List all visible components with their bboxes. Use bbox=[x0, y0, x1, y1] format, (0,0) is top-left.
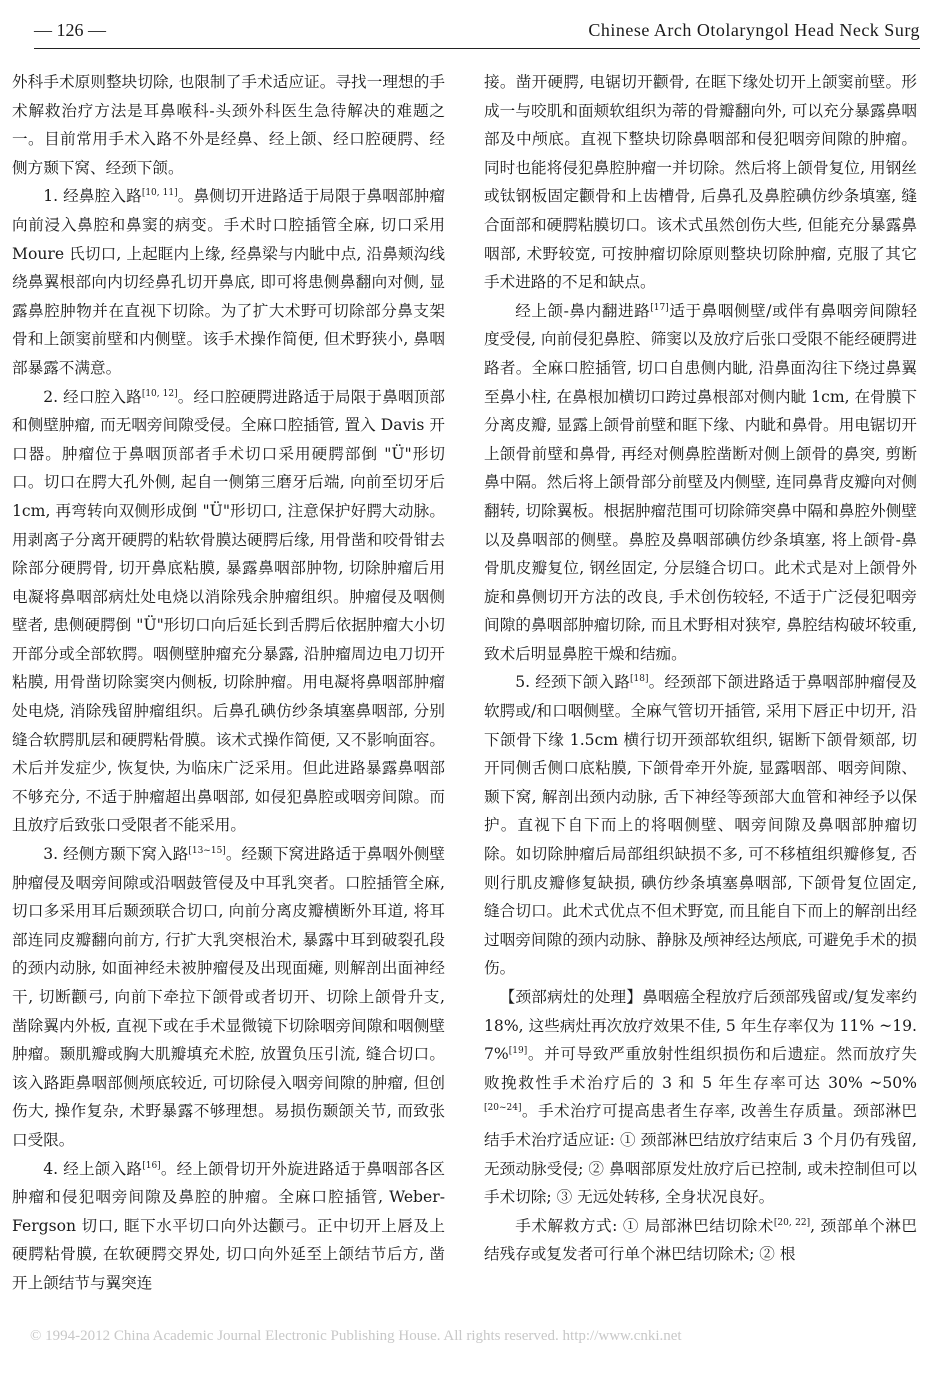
paragraph: 1. 经鼻腔入路[10, 11]。鼻侧切开进路适于局限于鼻咽部肿瘤向前浸入鼻腔和鼻窦的病变。手术时口腔插管全麻, 切口采用 Moure 氏切口, 上起眶内上缘, 经鼻梁与内眦中点, 沿鼻颊沟线绕鼻翼根部向内切经鼻孔切开鼻底, 即可将患侧鼻翻向对侧, 显露鼻腔肿物并在直视下切除。为了扩大术野可切除部分鼻支架骨和上颌窦前壁和内侧壁。该手术操作简便, 但术野狭小, 鼻咽部暴露不满意。 bbox=[12, 187, 445, 377]
citation: [18] bbox=[630, 674, 649, 685]
citation: [10, 11] bbox=[141, 188, 178, 199]
paragraph: 手术解救方式: ① 局部淋巴结切除术[20, 22], 颈部单个淋巴结残存或复发者可行单个淋巴结切除术; ② 根 bbox=[484, 1216, 917, 1264]
right-column bbox=[484, 68, 917, 1269]
section-lead: 5. 经颈下颌入路 bbox=[515, 673, 630, 692]
section-lead: 3. 经侧方颞下窝入路 bbox=[43, 845, 189, 864]
left-column bbox=[12, 68, 445, 1298]
paragraph: 【颈部病灶的处理】鼻咽癌全程放疗后颈部残留或/复发率约 18%, 这些病灶再次放疗效果不佳, 5 年生存率仅为 11% ~19. 7%[19]。并可导致严重放射性组织损伤和后遗症。然而放疗失败挽救性手术治疗后的 3 和 5 年生存率可达 30% ~50%[20~24]。手术治疗可提高患者生存率, 改善生存质量。颈部淋巴结手术治疗适应证: ① 颈部淋巴结放疗结束后 3 个月仍有残留, 无颈动脉受侵; ② 鼻咽部原发灶放疗后已控制, 或未控制但可以手术切除; ③ 无远处转移, 全身状况良好。 bbox=[484, 988, 917, 1207]
section-lead: 1. 经鼻腔入路 bbox=[43, 187, 142, 206]
paragraph: 5. 经颈下颌入路[18]。经颈部下颌进路适于鼻咽部肿瘤侵及软腭或/和口咽侧壁。全麻气管切开插管, 采用下唇正中切开, 沿下颌骨下缘 1.5cm 横行切开颈部软组织, 锯断下颌骨颏部, 切开同侧舌侧口底粘膜, 下颌骨牵开外旋, 显露咽部、咽旁间隙、颞下窝, 解剖出颈内动脉, 舌下神经等颈部大血管和神经予以保护。直视下自下而上的将咽侧壁、咽旁间隙及鼻咽部肿瘤切除。如切除肿瘤后局部组织缺损不多, 可不移植组织瓣修复, 否则行肌皮瓣修复缺损, 碘仿纱条填塞鼻咽部, 下颌骨复位固定, 缝合切口。此术式优点不但术野宽, 而且能自下而上的解剖出经过咽旁间隙的颈内动脉、静脉及颅神经达颅底, 可避免手术的损伤。 bbox=[484, 673, 917, 978]
journal-title: Chinese Arch Otolaryngol Head Neck Surg bbox=[588, 20, 920, 40]
section-lead: 4. 经上颌入路 bbox=[43, 1159, 143, 1178]
paragraph: 经上颌-鼻内翻进路[17]适于鼻咽侧壁/或伴有鼻咽旁间隙轻度受侵, 向前侵犯鼻腔、筛窦以及放疗后张口受限不能经硬腭进路者。全麻口腔插管, 切口自患侧内眦, 沿鼻面沟往下绕过鼻翼至鼻小柱, 在鼻根加横切口跨过鼻根部对侧内眦 1cm, 在骨膜下分离皮瓣, 显露上颌骨前壁和眶下缘、内眦和鼻骨。用电锯切开上颌骨前壁和鼻骨, 再经对侧鼻腔凿断对侧上颌骨的鼻突, 剪断鼻中隔。然后将上颌骨部分前壁及内侧壁, 连同鼻背皮瓣向对侧翻转, 切除翼板。根据肿瘤范围可切除筛突鼻中隔和鼻腔外侧壁以及鼻咽部的侧壁。鼻腔及鼻咽部碘仿纱条填塞, 将上颌骨-鼻骨肌皮瓣复位, 钢丝固定, 分层缝合切口。此术式是对上颌骨外旋和鼻侧切开方法的改良, 手术创伤较轻, 不适于广泛侵犯咽旁间隙的鼻咽部肿瘤切除, 而且术野相对狭窄, 鼻腔结构破坏较重, 致术后明显鼻腔干燥和结痂。 bbox=[484, 301, 917, 663]
citation: [17] bbox=[650, 302, 669, 313]
paragraph: 接。凿开硬腭, 电锯切开颧骨, 在眶下缘处切开上颌窦前壁。形成一与咬肌和面颊软组织为蒂的骨瓣翻向外, 可以充分暴露鼻咽部及中颅底。直视下整块切除鼻咽部和侵犯咽旁间隙的肿瘤。同时也能将侵犯鼻腔肿瘤一并切除。然后将上颌骨复位, 用钢丝或钛钢板固定颧骨和上齿槽骨, 后鼻孔及鼻腔碘仿纱条填塞, 缝合面部和硬腭粘膜切口。该术式虽然创伤大些, 但能充分暴露鼻咽部, 术野较宽, 可按肿瘤切除原则整块切除肿瘤, 克服了其它手术进路的不足和缺点。 bbox=[484, 73, 917, 292]
citation: [19] bbox=[508, 1046, 528, 1057]
page-number: — 126 — bbox=[34, 20, 106, 40]
citation: [13~15] bbox=[188, 846, 226, 857]
citation: [20~24] bbox=[484, 1103, 522, 1114]
paragraph: 4. 经上颌入路[16]。经上颌骨切开外旋进路适于鼻咽部各区肿瘤和侵犯咽旁间隙及鼻腔的肿瘤。全麻口腔插管, Weber-Fergson 切口, 眶下水平切口向外达颧弓。正中切开上唇及上硬腭粘骨膜, 在软硬腭交界处, 切口向外延至上颌结节后方, 凿开上颌结节与翼突连 bbox=[12, 1159, 445, 1292]
page-header bbox=[34, 20, 920, 48]
section-lead: 2. 经口腔入路 bbox=[43, 387, 142, 406]
header-rule bbox=[34, 48, 920, 49]
citation: [16] bbox=[142, 1160, 161, 1171]
citation: [10, 12] bbox=[141, 388, 178, 399]
paragraph: 3. 经侧方颞下窝入路[13~15]。经颞下窝进路适于鼻咽外侧壁肿瘤侵及咽旁间隙或沿咽鼓管侵及中耳乳突者。口腔插管全麻, 切口多采用耳后颞颈联合切口, 向前分离皮瓣横断外耳道, 将耳部连同皮瓣翻向前方, 行扩大乳突根治术, 暴露中耳到破裂孔段的颈内动脉, 如面神经未被肿瘤侵及出现面瘫, 则解剖出面神经干, 切断颧弓, 向前下牵拉下颌骨或者切开、切除上颌骨升支, 凿除翼内外板, 直视下或在手术显微镜下切除咽旁间隙和咽侧壁肿瘤。颞肌瓣或胸大肌瓣填充术腔, 放置负压引流, 缝合切口。该入路距鼻咽部侧颅底较近, 可切除侵入咽旁间隙的肿瘤, 但创伤大, 操作复杂, 术野暴露不够理想。易损伤颞颌关节, 而致张口受限。 bbox=[12, 845, 445, 1149]
copyright-watermark: © 1994-2012 China Academic Journal Electronic Publishing House. All rights reserved. http://www.cnki.net bbox=[30, 1328, 682, 1344]
paragraph: 外科手术原则整块切除, 也限制了手术适应证。寻找一理想的手术解救治疗方法是耳鼻喉科-头颈外科医生急待解决的难题之一。目前常用手术入路不外是经鼻、经上颌、经口腔硬腭、经侧方颞下窝、经颈下颌。 bbox=[12, 73, 445, 177]
citation: [20, 22] bbox=[773, 1217, 811, 1228]
section-heading: 【颈部病灶的处理】 bbox=[499, 988, 643, 1006]
section-lead: 经上颌-鼻内翻进路 bbox=[515, 301, 651, 320]
paragraph: 2. 经口腔入路[10, 12]。经口腔硬腭进路适于局限于鼻咽顶部和侧壁肿瘤, 而无咽旁间隙受侵。全麻口腔插管, 置入 Davis 开口器。肿瘤位于鼻咽顶部者手术切口采用硬腭部倒 "Ü"形切口。切口在腭大孔外侧, 起自一侧第三磨牙后端, 向前至切牙后 1cm, 再弯转向双侧形成倒 "Ü"形切口, 注意保护好腭大动脉。用剥离子分离开硬腭的粘软骨膜达硬腭后缘, 用骨凿和咬骨钳去除部分硬腭骨, 切开鼻底粘膜, 暴露鼻咽部肿物, 切除肿瘤后用电凝将鼻咽部病灶处电烧以消除残余肿瘤组织。肿瘤侵及咽侧壁者, 患侧硬腭倒 "Ü"形切口向后延长到舌腭后依据肿瘤大小切开部分或全部软腭。咽侧壁肿瘤充分暴露, 沿肿瘤周边电刀切开粘膜, 用骨凿切除窦突内侧板, 切除肿瘤。用电凝将鼻咽部肿瘤处电烧, 消除残留肿瘤组织。后鼻孔碘仿纱条填塞鼻咽部, 分别缝合软腭肌层和硬腭粘骨膜。该术式操作简便, 又不影响面容。术后并发症少, 恢复快, 为临床广泛采用。但此进路暴露鼻咽部不够充分, 不适于肿瘤超出鼻咽部, 如侵犯鼻腔或咽旁间隙。而且放疗后致张口受限者不能采用。 bbox=[12, 387, 445, 835]
